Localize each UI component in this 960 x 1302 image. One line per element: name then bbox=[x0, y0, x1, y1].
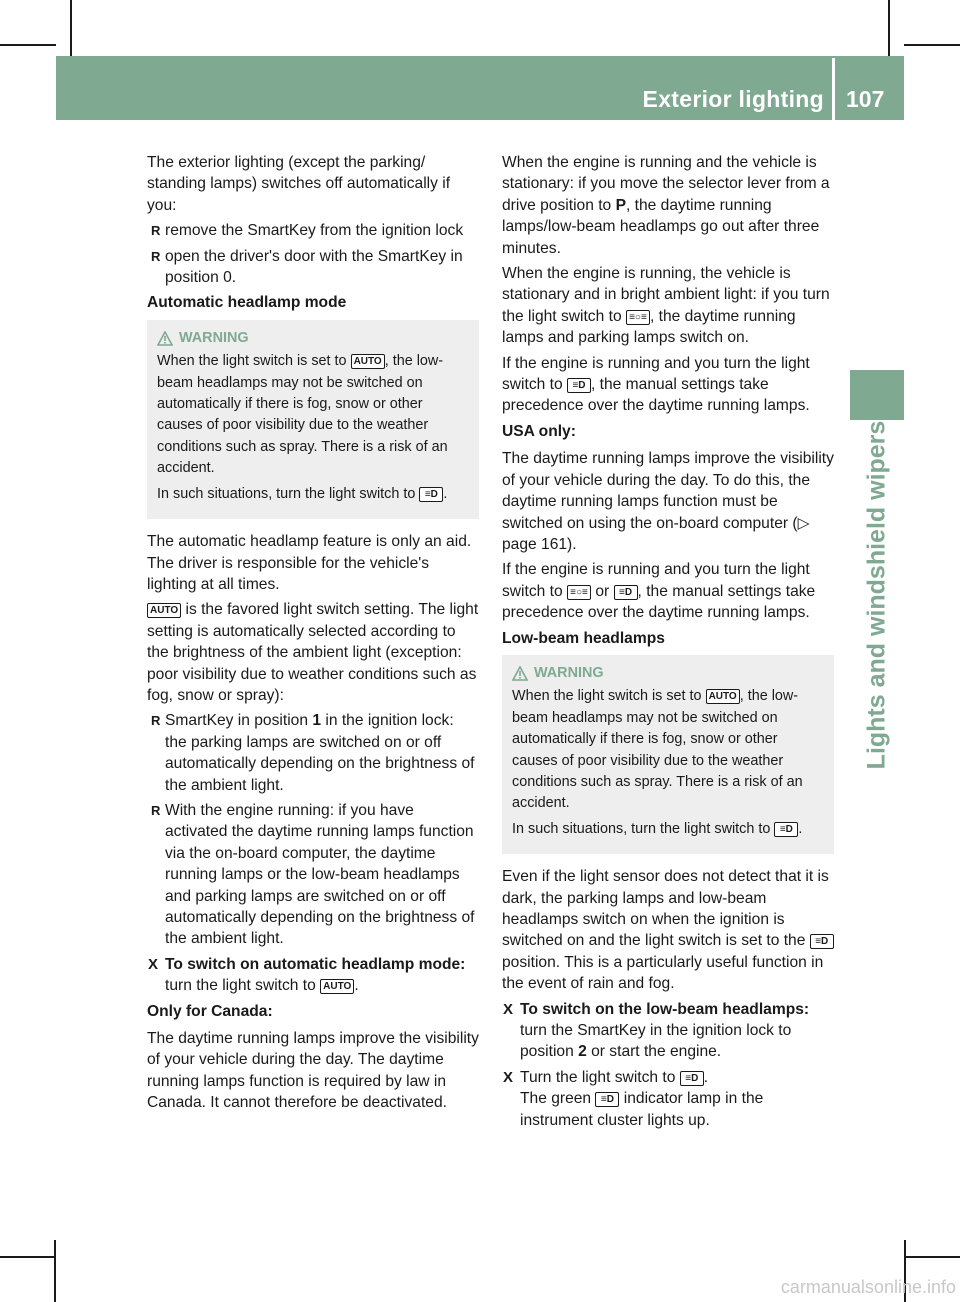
crop-mark bbox=[904, 1256, 960, 1258]
paragraph: Even if the light sensor does not detect that it is dark, the parking lamps and low-beam headlamps switch on when the ignition is switched on and the light switch is set to the ≡D position. This is a particularly useful function in the event of rain and fog. bbox=[502, 866, 834, 994]
section-heading: Automatic headlamp mode bbox=[147, 294, 347, 312]
parking-lamp-icon: ≡○≡ bbox=[626, 310, 650, 325]
crop-mark bbox=[0, 44, 56, 46]
warning-text: In such situations, turn the light switch to ≡D . bbox=[512, 820, 803, 837]
warning-title: WARNING bbox=[512, 663, 826, 684]
paragraph: AUTO is the favored light switch setting. The light setting is automatically selected according to the brightness of the ambient light (exception: poor visibility due to weather conditions such as fog, snow or spray): bbox=[147, 601, 479, 704]
bullet-marker: R bbox=[151, 802, 161, 818]
paragraph: The daytime running lamps improve the visibility of your vehicle during the day. To do this, the daytime running lamps function must be switched on using the on-board computer (▷ page 161). bbox=[502, 450, 834, 553]
warning-triangle-icon bbox=[157, 331, 173, 346]
section-heading: Low-beam headlamps bbox=[502, 629, 665, 647]
instruction-step: X To switch on the low-beam headlamps: turn the SmartKey in the ignition lock to position 2 or start the engine. bbox=[503, 1000, 810, 1061]
paragraph: If the engine is running and you turn the light switch to ≡D , the manual settings take precedence over the daytime running lamps. bbox=[502, 354, 810, 415]
warning-box bbox=[147, 320, 479, 519]
section-heading: USA only: bbox=[502, 422, 576, 440]
low-beam-icon: ≡D bbox=[567, 378, 591, 393]
low-beam-icon: ≡D bbox=[680, 1071, 704, 1086]
parking-lamp-icon: ≡○≡ bbox=[567, 585, 591, 600]
step-marker: X bbox=[503, 1068, 514, 1086]
section-heading: Only for Canada: bbox=[147, 1002, 273, 1020]
warning-title: WARNING bbox=[157, 328, 471, 349]
step-marker: X bbox=[503, 1000, 514, 1018]
right-column bbox=[502, 152, 834, 1135]
list-item: R open the driver's door with the SmartKey in position 0. bbox=[151, 247, 463, 287]
crop-mark bbox=[0, 1256, 56, 1258]
instruction-step: X To switch on automatic headlamp mode: turn the light switch to AUTO . bbox=[148, 955, 466, 995]
crop-mark bbox=[54, 1240, 56, 1302]
auto-icon: AUTO bbox=[706, 689, 740, 704]
chapter-tab bbox=[852, 420, 902, 770]
crop-mark bbox=[904, 44, 960, 46]
list-item: R remove the SmartKey from the ignition lock bbox=[147, 220, 479, 241]
watermark: carmanualsonline.info bbox=[780, 1277, 956, 1297]
low-beam-icon: ≡D bbox=[419, 487, 443, 502]
page-title: Exterior lighting bbox=[642, 86, 824, 112]
page-number: 107 bbox=[846, 86, 885, 112]
list-item: R SmartKey in position 1 in the ignition lock: the parking lamps are switched on or off automatically depending on the brightness of the ambient light. bbox=[151, 712, 475, 794]
chapter-tab-label: Lights and windshield wipers bbox=[862, 420, 891, 770]
instruction-step: X Turn the light switch to ≡D . The green ≡D indicator lamp in the instrument cluster lights up. bbox=[503, 1068, 764, 1129]
warning-text: In such situations, turn the light switch to ≡D . bbox=[157, 485, 448, 502]
paragraph: If the engine is running and you turn the light switch to ≡○≡ or ≡D , the manual settings take precedence over the daytime running lamps. bbox=[502, 561, 816, 622]
auto-icon: AUTO bbox=[320, 979, 354, 994]
paragraph: When the engine is running, the vehicle is stationary and in bright ambient light: if you turn the light switch to ≡○≡ , the daytime running lamps and parking lamps switch on. bbox=[502, 265, 830, 347]
warning-text: When the light switch is set to AUTO , the low-beam headlamps may not be switched on automatically if there is fog, snow or other causes of poor visibility due to the weather conditions such as spray. There is a risk of an accident. bbox=[157, 353, 448, 477]
low-beam-icon: ≡D bbox=[614, 585, 638, 600]
paragraph: The daytime running lamps improve the visibility of your vehicle during the day. The daytime running lamps function is required by law in Canada. It cannot therefore be deactivated. bbox=[147, 1030, 479, 1112]
warning-box bbox=[502, 655, 834, 854]
warning-text: When the light switch is set to AUTO , the low-beam headlamps may not be switched on automatically if there is fog, snow or other causes of poor visibility due to the weather conditions such as spray. There is a risk of an accident. bbox=[512, 688, 803, 812]
bullet-marker: R bbox=[151, 248, 161, 264]
header-divider bbox=[832, 58, 835, 120]
crop-mark bbox=[70, 0, 72, 56]
paragraph: When the engine is running and the vehicle is stationary: if you move the selector lever from a drive position to P, the daytime running lamps/low-beam headlamps go out after three minutes. bbox=[502, 154, 830, 257]
intro-paragraph: The exterior lighting (except the parking/ standing lamps) switches off automatically if you: bbox=[147, 154, 451, 214]
warning-triangle-icon bbox=[512, 666, 528, 681]
chapter-tab-block bbox=[850, 370, 904, 420]
bullet-marker: R bbox=[151, 223, 161, 239]
auto-icon: AUTO bbox=[147, 603, 181, 618]
low-beam-icon: ≡D bbox=[810, 934, 834, 949]
low-beam-icon: ≡D bbox=[774, 822, 798, 837]
bullet-marker: R bbox=[151, 713, 161, 729]
low-beam-indicator-icon: ≡D bbox=[595, 1092, 619, 1107]
left-column bbox=[147, 152, 479, 1118]
list-item: R With the engine running: if you have activated the daytime running lamps function via the on-board computer, the daytime running lamps or the low-beam headlamps and parking lamps are switched on or off automatically depending on the brightness of the ambient light. bbox=[151, 801, 475, 948]
step-marker: X bbox=[148, 955, 159, 973]
auto-icon: AUTO bbox=[351, 354, 385, 369]
crop-mark bbox=[888, 0, 890, 56]
paragraph: The automatic headlamp feature is only an aid. The driver is responsible for the vehicle's lighting at all times. bbox=[147, 533, 472, 593]
